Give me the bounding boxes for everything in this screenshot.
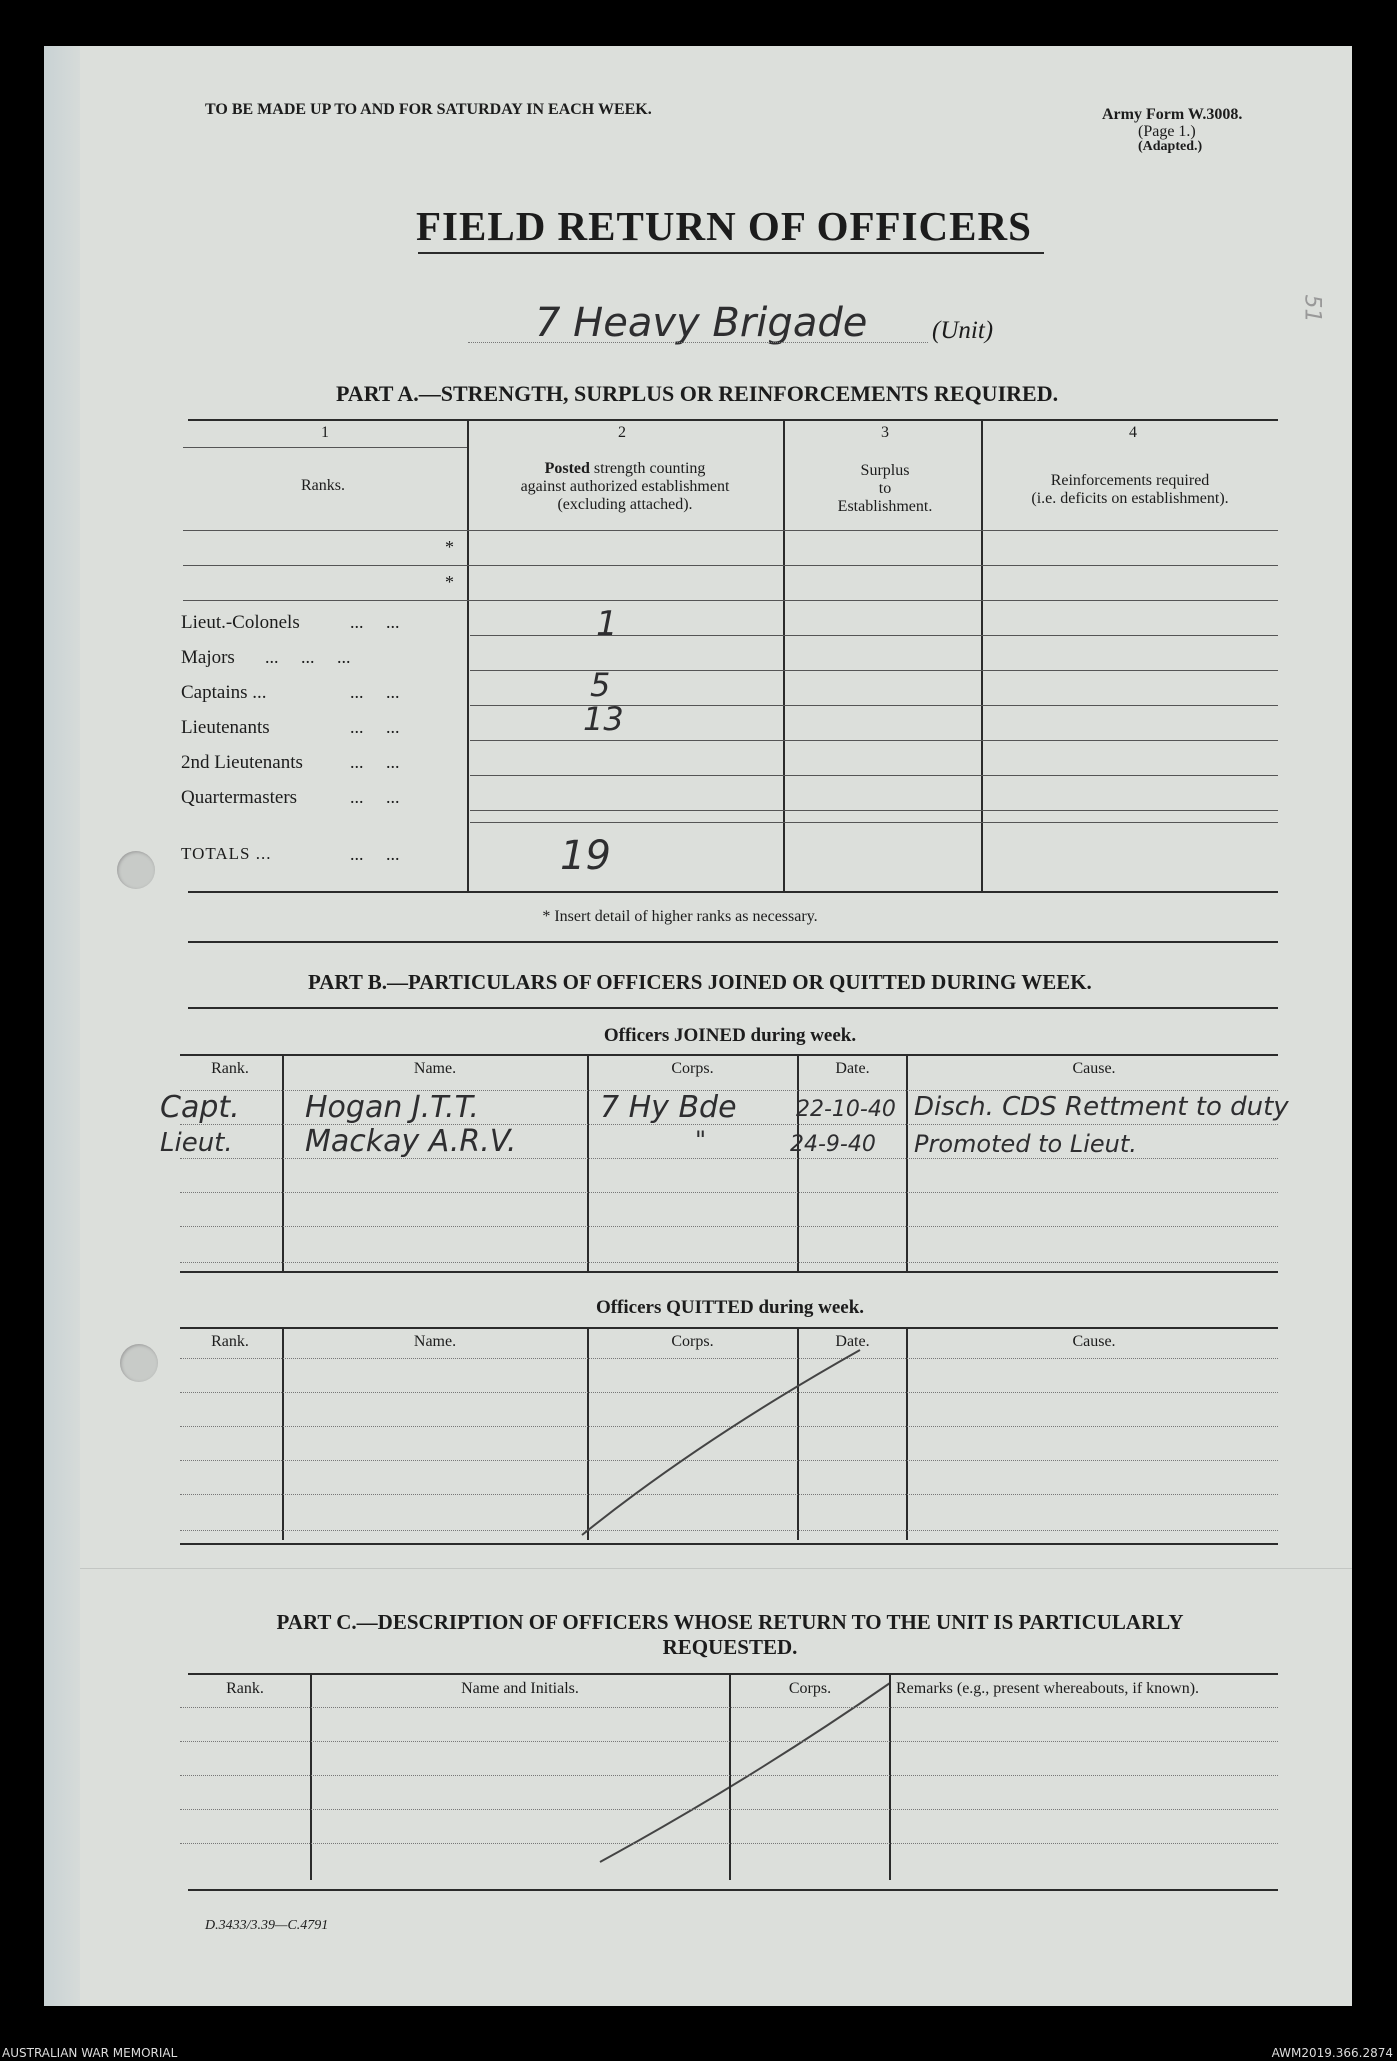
rank-leader-dots: ... ... ... — [265, 647, 351, 667]
part-c-row-rule — [180, 1741, 1278, 1742]
unit-value: 7 Heavy Brigade — [535, 300, 868, 346]
totals-value: 19 — [560, 833, 611, 879]
joined-corps: 7 Hy Bde — [600, 1090, 737, 1125]
col-number-3: 3 — [881, 424, 889, 441]
joined-cause: Promoted to Lieut. — [914, 1130, 1137, 1158]
col2-header-line3: (excluding attached). — [557, 496, 693, 513]
rank-leader-dots: ... ... — [350, 752, 400, 772]
army-form-number: Army Form W.3008. — [1102, 106, 1243, 123]
quitted-col-name: Name. — [413, 1333, 457, 1350]
col2-header-rest: strength counting — [589, 460, 706, 477]
adapted-note: (Adapted.) — [1138, 139, 1203, 154]
star-row-2: * — [445, 572, 454, 592]
quitted-col-date: Date. — [835, 1333, 870, 1350]
rank-label: Captains ... — [181, 682, 267, 703]
joined-cause: Disch. CDS Rettment to duty — [914, 1092, 1289, 1122]
col4-header-l2: (i.e. deficits on establishment). — [1031, 490, 1229, 507]
unit-label: (Unit) — [932, 317, 994, 344]
part-c-col-divider — [889, 1675, 891, 1880]
rank-label: Majors — [181, 647, 235, 668]
posted-value: 5 — [590, 666, 611, 704]
part-c-col-divider — [729, 1675, 731, 1880]
joined-corps: " — [695, 1126, 707, 1154]
rank-leader-dots: ... ... — [350, 682, 400, 702]
joined-rank: Lieut. — [160, 1128, 233, 1158]
part-c-heading — [200, 1610, 1260, 1660]
joined-name: Mackay A.R.V. — [305, 1124, 517, 1159]
joined-col-rank: Rank. — [211, 1060, 249, 1077]
quitted-col-cause: Cause. — [1072, 1333, 1116, 1350]
quitted-col-rank: Rank. — [211, 1333, 249, 1350]
joined-col-name: Name. — [413, 1060, 457, 1077]
part-b-heading: PART B.—PARTICULARS OF OFFICERS JOINED OR QUITTED DURING WEEK. — [308, 970, 1092, 994]
col2-header-line2: against authorized establishment — [520, 478, 730, 495]
part-c-row-rule — [180, 1707, 1278, 1708]
joined-name: Hogan J.T.T. — [305, 1090, 479, 1125]
col3-header-l2: to — [878, 480, 892, 497]
margin-mark: 51 — [1299, 294, 1325, 323]
quitted-heading: Officers QUITTED during week. — [595, 1297, 865, 1318]
rank-label: 2nd Lieutenants — [181, 752, 303, 773]
part-c-row-rule — [180, 1843, 1278, 1844]
part-c-top-rule — [188, 1673, 1278, 1675]
col4-header-l1: Reinforcements required — [1050, 472, 1210, 489]
col1-header: Ranks. — [301, 477, 345, 494]
rank-leader-dots: ... ... — [350, 612, 400, 632]
page-title: FIELD RETURN OF OFFICERS — [416, 203, 1032, 249]
quitted-col-corps: Corps. — [671, 1333, 714, 1350]
rank-label: Lieutenants — [181, 717, 270, 738]
star-row-1: * — [445, 537, 454, 557]
col3-header-l1: Surplus — [860, 462, 910, 479]
joined-date: 24-9-40 — [790, 1132, 876, 1157]
col2-header-bold: Posted — [544, 460, 590, 477]
col-number-1: 1 — [321, 424, 329, 441]
posted-value: 13 — [583, 700, 624, 738]
rank-leader-dots: ... ... — [350, 787, 400, 807]
rank-leader-dots: ... ... — [350, 717, 400, 737]
part-c-row-rule — [180, 1809, 1278, 1810]
fold-line — [80, 1568, 1352, 1569]
rank-label: Lieut.-Colonels — [181, 612, 300, 633]
joined-col-date: Date. — [835, 1060, 870, 1077]
rank-label: Quartermasters — [181, 787, 298, 808]
part-c-col-rank: Rank. — [226, 1680, 264, 1697]
part-c-col-name: Name and Initials. — [461, 1680, 579, 1697]
part-c-heading-line2: REQUESTED. — [662, 1635, 798, 1659]
part-c-col-corps: Corps. — [788, 1680, 832, 1697]
part-c-bottom-rule — [188, 1889, 1278, 1891]
header-instruction: TO BE MADE UP TO AND FOR SATURDAY IN EACH WEEK. — [205, 101, 652, 118]
joined-date: 22-10-40 — [796, 1097, 896, 1122]
part-c-col-divider — [310, 1675, 312, 1880]
print-code: D.3433/3.39—C.4791 — [205, 1918, 329, 1933]
part-c-heading-line1: PART C.—DESCRIPTION OF OFFICERS WHOSE RETURN TO THE UNIT IS PARTICULARLY — [276, 1610, 1184, 1634]
archive-credit: AUSTRALIAN WAR MEMORIAL — [2, 2046, 178, 2060]
col-number-2: 2 — [618, 424, 626, 441]
col-number-4: 4 — [1129, 424, 1137, 441]
joined-rank: Capt. — [160, 1090, 240, 1125]
joined-col-cause: Cause. — [1072, 1060, 1116, 1077]
totals-label: TOTALS ... — [181, 844, 272, 863]
posted-value: 1 — [596, 604, 618, 644]
part-c-col-remarks: Remarks (e.g., present whereabouts, if known). — [896, 1680, 1200, 1697]
joined-col-corps: Corps. — [671, 1060, 714, 1077]
part-c-row-rule — [180, 1775, 1278, 1776]
totals-leader-dots: ... ... — [350, 844, 400, 864]
archive-id: AWM2019.366.2874 — [1271, 2046, 1393, 2060]
part-a-heading: PART A.—STRENGTH, SURPLUS OR REINFORCEMENTS REQUIRED. — [336, 381, 1059, 406]
part-a-footnote: * Insert detail of higher ranks as necessary. — [542, 908, 818, 925]
joined-heading: Officers JOINED during week. — [603, 1025, 857, 1046]
page-number: (Page 1.) — [1138, 123, 1196, 140]
col3-header-l3: Establishment. — [837, 498, 933, 515]
